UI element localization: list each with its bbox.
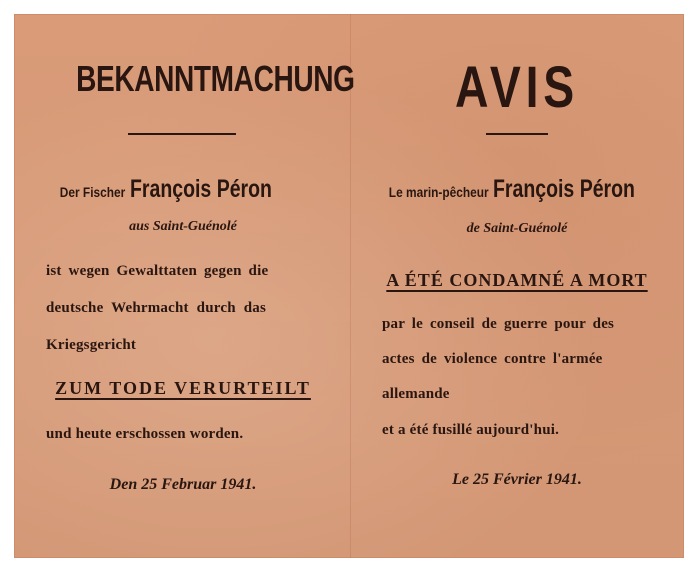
french-origin: de Saint-Guénolé (466, 221, 568, 236)
french-title: AVIS (454, 55, 580, 120)
german-closing: und heute erschossen worden. (46, 426, 244, 442)
german-person-name: François Péron (129, 175, 272, 203)
german-intro: Der Fischer (60, 184, 126, 200)
french-intro: Le marin-pêcheur (388, 184, 489, 200)
french-body-line: allemande (382, 386, 450, 402)
french-date: Le 25 Février 1941. (452, 471, 582, 488)
german-origin: aus Saint-Guénolé (129, 219, 237, 234)
german-title-rule (128, 133, 236, 135)
french-verdict: A ÉTÉ CONDAMNÉ A MORT (386, 270, 648, 290)
german-body-line: ist wegen Gewalttaten gegen die (46, 263, 269, 279)
german-title: BEKANNTMACHUNG (76, 58, 355, 99)
german-body-line: Kriegsgericht (46, 337, 137, 353)
french-body-line: par le conseil de guerre pour des (382, 316, 615, 332)
french-body-line: actes de violence contre l'armée (382, 351, 603, 367)
german-verdict: ZUM TODE VERURTEILT (55, 378, 311, 398)
german-date: Den 25 Februar 1941. (109, 476, 257, 493)
french-person-name: François Péron (493, 175, 636, 203)
french-closing: et a été fusillé aujourd'hui. (382, 422, 560, 438)
french-title-rule (486, 133, 548, 135)
german-body-line: deutsche Wehrmacht durch das (46, 300, 266, 316)
french-name-line (380, 175, 654, 204)
german-name-line (46, 175, 320, 204)
